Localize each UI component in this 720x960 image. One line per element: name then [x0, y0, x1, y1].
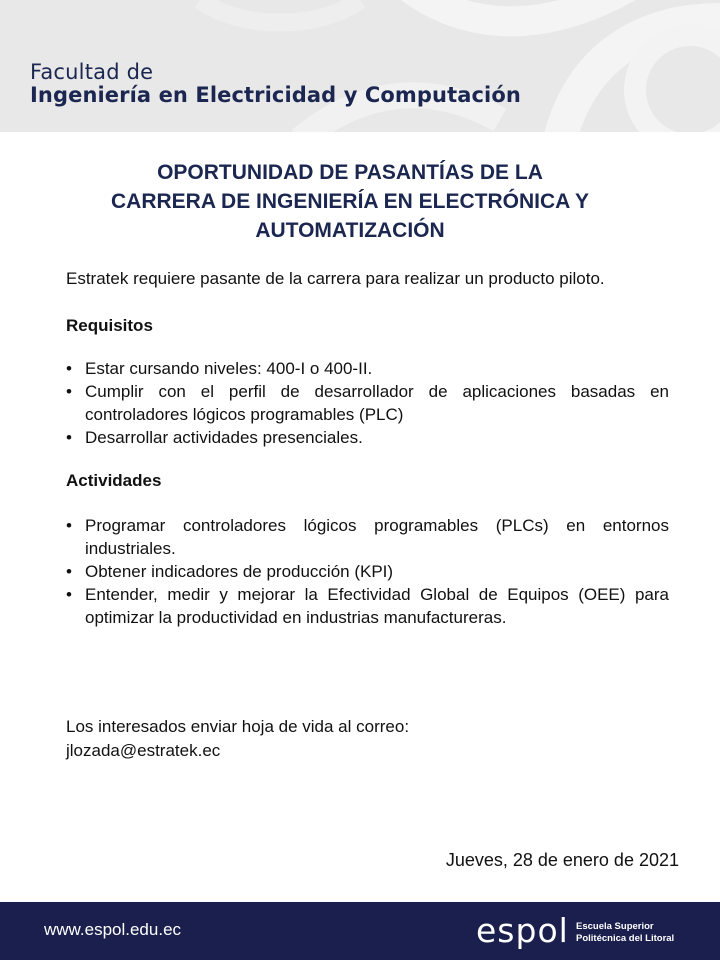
espol-logo — [476, 912, 706, 952]
title-line2: CARRERA DE INGENIERÍA EN ELECTRÓNICA Y — [111, 190, 589, 213]
list-item-text: Cumplir con el perfil de desarrollador de aplicaciones basadas en controladores lógicos programables (PLC) — [85, 382, 669, 424]
list-item-text: Obtener indicadores de producción (KPI) — [85, 562, 394, 581]
page-header — [0, 0, 720, 132]
logo-wordmark: espol — [476, 911, 569, 950]
logo-subtitle-line2: Politécnica del Litoral — [576, 933, 675, 944]
bullet-icon: • — [66, 428, 72, 447]
bullet-icon: • — [66, 516, 72, 535]
logo-subtitle-line1: Escuela Superior — [576, 921, 654, 932]
bullet-icon: • — [66, 562, 72, 581]
activities-list — [66, 514, 669, 629]
title-line1: OPORTUNIDAD DE PASANTÍAS DE LA — [157, 161, 543, 184]
list-item — [66, 514, 669, 560]
page-footer — [0, 902, 720, 960]
page-title — [40, 158, 660, 245]
requirements-list — [66, 357, 669, 449]
website-link[interactable]: www.espol.edu.ec — [44, 920, 182, 939]
bullet-icon: • — [66, 382, 72, 401]
title-line3: AUTOMATIZACIÓN — [255, 219, 445, 242]
activities-heading: Actividades — [66, 471, 162, 490]
list-item — [66, 560, 669, 583]
contact-email[interactable]: jlozada@estratek.ec — [66, 741, 221, 760]
list-item-text: Desarrollar actividades presenciales. — [85, 428, 363, 447]
faculty-name-line1: Facultad de — [30, 60, 154, 84]
list-item-text: Estar cursando niveles: 400-I o 400-II. — [85, 359, 373, 378]
list-item-text: Entender, medir y mejorar la Efectividad Global de Equipos (OEE) para optimizar la productividad en industrias manufactureras. — [85, 585, 669, 627]
publication-date: Jueves, 28 de enero de 2021 — [445, 850, 679, 870]
list-item — [66, 380, 669, 426]
intro-paragraph: Estratek requiere pasante de la carrera para realizar un producto piloto. — [66, 269, 605, 288]
list-item — [66, 583, 669, 629]
contact-instructions: Los interesados enviar hoja de vida al correo: — [66, 717, 410, 736]
bullet-icon: • — [66, 585, 72, 604]
list-item-text: Programar controladores lógicos programables (PLCs) en entornos industriales. — [85, 516, 669, 558]
list-item — [66, 357, 669, 380]
faculty-name-line2: Ingeniería en Electricidad y Computación — [30, 83, 521, 107]
bullet-icon: • — [66, 359, 72, 378]
requirements-heading: Requisitos — [66, 316, 153, 335]
list-item — [66, 426, 669, 449]
